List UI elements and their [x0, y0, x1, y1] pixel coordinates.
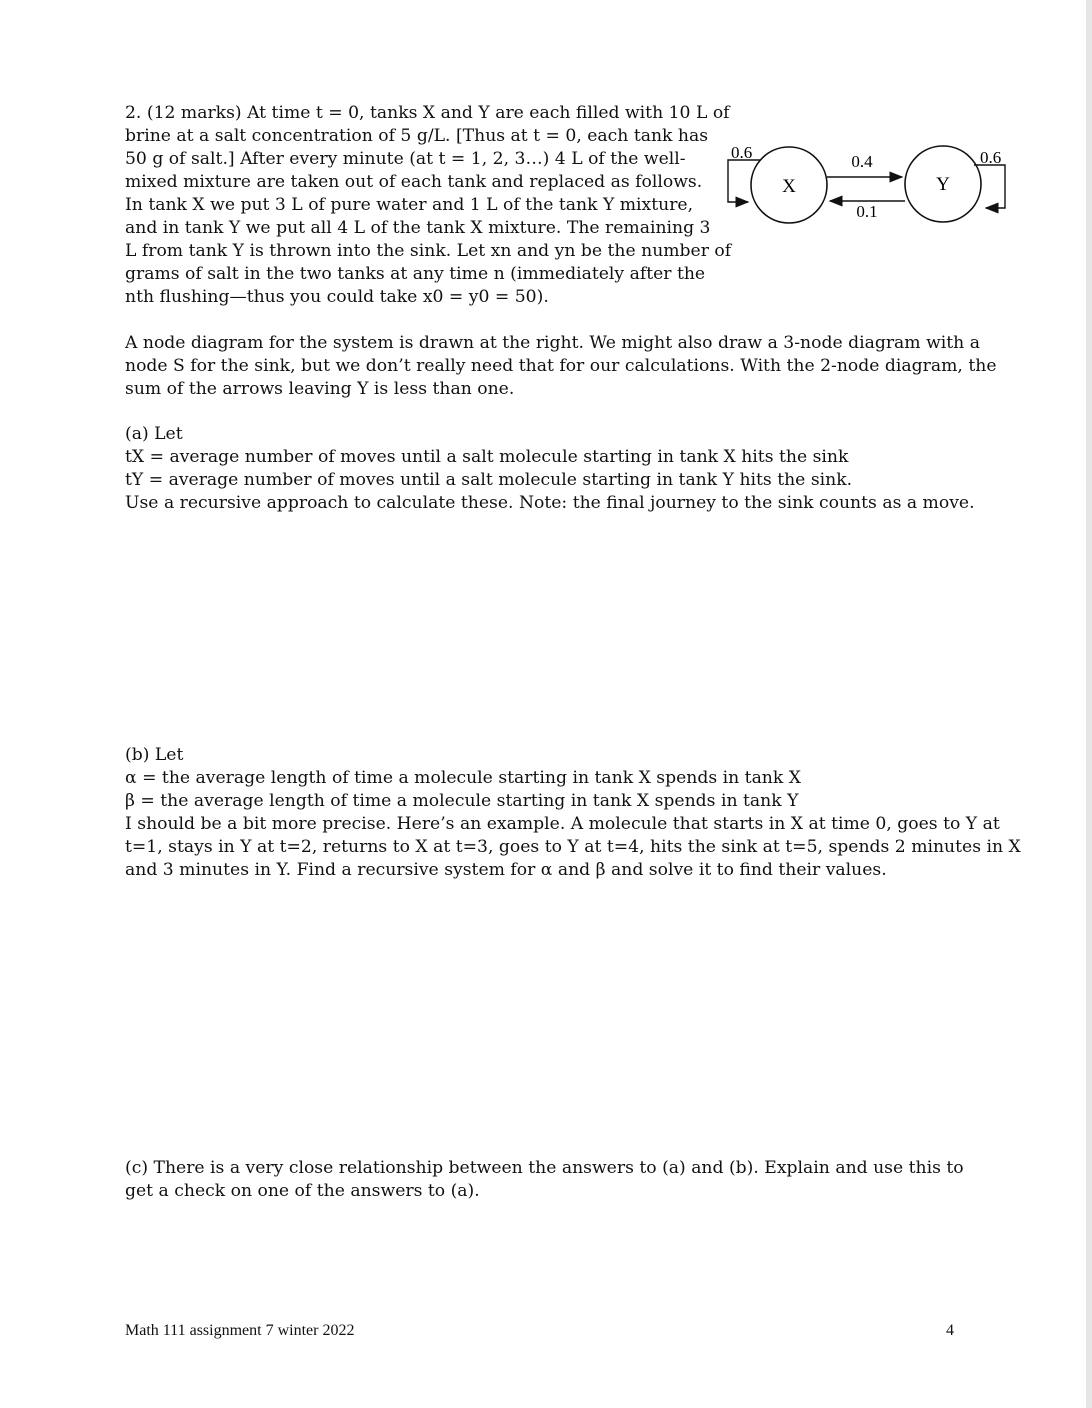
node-y-label: Y — [936, 174, 950, 195]
y-to-x-label: 0.1 — [856, 202, 878, 221]
footer-course: Math 111 assignment 7 winter 2022 — [125, 1322, 355, 1339]
part-a-line: (a) Let — [125, 424, 183, 444]
x-to-y-label: 0.4 — [851, 152, 873, 171]
part-a-line: tX = average number of moves until a salt molecule starting in tank X hits the sink — [125, 447, 849, 467]
part-b-line: I should be a bit more precise. Here’s an example. A molecule that starts in X at time 0, goes to Y at — [125, 814, 1000, 834]
page-edge — [1086, 0, 1092, 1408]
intro-line: In tank X we put 3 L of pure water and 1 L of the tank Y mixture, — [125, 195, 694, 215]
part-a-line: Use a recursive approach to calculate these. Note: the final journey to the sink counts as a move. — [125, 493, 975, 513]
node-x-label: X — [782, 176, 796, 197]
part-c — [125, 1157, 965, 1203]
intro-line: mixed mixture are taken out of each tank and replaced as follows. — [125, 172, 703, 192]
intro-line: 50 g of salt.] After every minute (at t = 1, 2, 3…) 4 L of the well- — [125, 149, 686, 169]
intro-line: nth flushing—thus you could take x0 = y0 = 50). — [125, 287, 549, 307]
part-a-line: tY = average number of moves until a salt molecule starting in tank Y hits the sink. — [125, 470, 853, 490]
part-b-line: α = the average length of time a molecule starting in tank X spends in tank X — [125, 768, 801, 788]
part-c-line: (c) There is a very close relationship between the answers to (a) and (b). Explain and use this to — [125, 1158, 964, 1178]
intro-line: L from tank Y is thrown into the sink. Let xn and yn be the number of — [125, 241, 732, 261]
part-c-line: get a check on one of the answers to (a). — [125, 1181, 480, 1201]
loop-x-label: 0.6 — [731, 143, 753, 162]
intro-line: and in tank Y we put all 4 L of the tank X mixture. The remaining 3 — [125, 218, 711, 238]
node-diagram — [720, 140, 1020, 240]
intro-line: grams of salt in the two tanks at any time n (immediately after the — [125, 264, 706, 284]
part-a — [125, 423, 975, 515]
part-b — [125, 744, 1021, 882]
page-number: 4 — [946, 1322, 954, 1339]
problem-statement — [125, 102, 732, 309]
part-b-line: (b) Let — [125, 745, 184, 765]
loop-y-label: 0.6 — [980, 148, 1002, 167]
part-b-line: β = the average length of time a molecule starting in tank X spends in tank Y — [125, 791, 799, 811]
intro-line: brine at a salt concentration of 5 g/L. [Thus at t = 0, each tank has — [125, 126, 709, 146]
node-diagram-paragraph — [125, 332, 997, 401]
paragraph-line: sum of the arrows leaving Y is less than one. — [125, 379, 515, 399]
part-b-line: and 3 minutes in Y. Find a recursive system for α and β and solve it to find their values. — [125, 860, 887, 880]
intro-line: 2. (12 marks) At time t = 0, tanks X and Y are each filled with 10 L of — [125, 103, 730, 123]
paragraph-line: A node diagram for the system is drawn at the right. We might also draw a 3-node diagram with a — [125, 333, 980, 353]
part-b-line: t=1, stays in Y at t=2, returns to X at t=3, goes to Y at t=4, hits the sink at t=5, spends 2 minutes in X — [125, 837, 1021, 857]
paragraph-line: node S for the sink, but we don’t really need that for our calculations. With the 2-node diagram, the — [125, 356, 997, 376]
